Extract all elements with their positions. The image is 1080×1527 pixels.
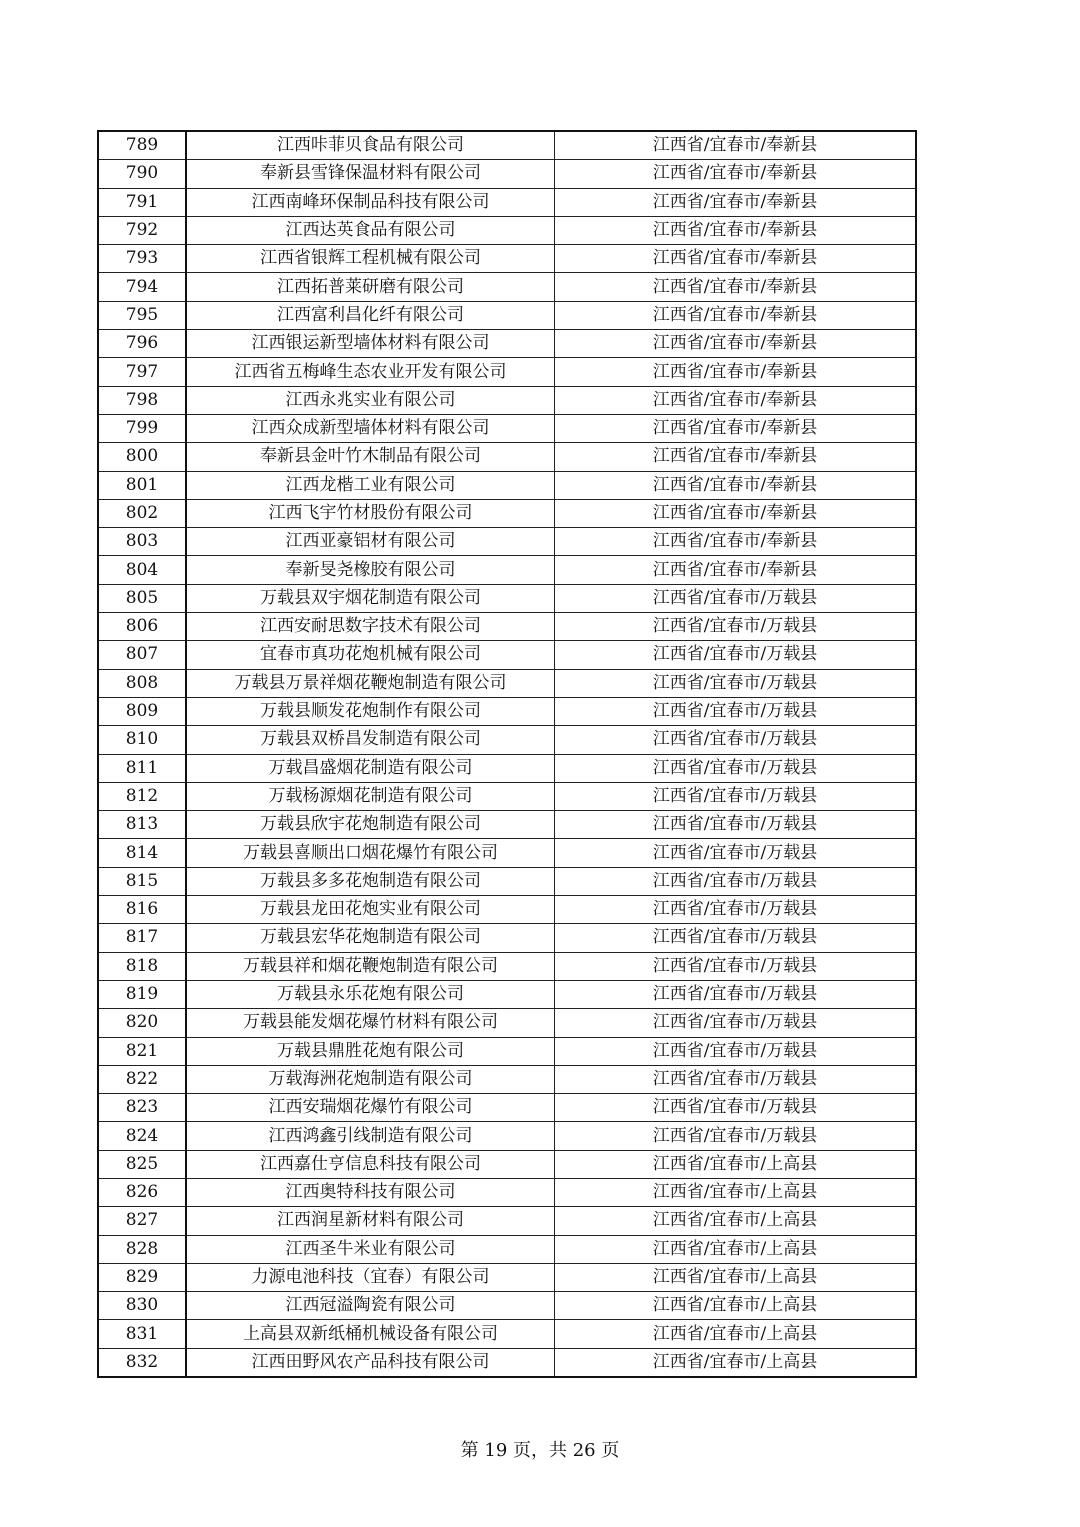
row-number: 827 [98, 1207, 186, 1235]
row-number: 802 [98, 499, 186, 527]
company-name: 万载昌盛烟花制造有限公司 [186, 754, 555, 782]
row-number: 822 [98, 1065, 186, 1093]
region: 江西省/宜春市/万载县 [555, 980, 917, 1008]
region: 江西省/宜春市/上高县 [555, 1348, 917, 1377]
row-number: 811 [98, 754, 186, 782]
company-name: 万载县永乐花炮有限公司 [186, 980, 555, 1008]
company-name: 江西省银辉工程机械有限公司 [186, 245, 555, 273]
region: 江西省/宜春市/奉新县 [555, 188, 917, 216]
row-number: 807 [98, 641, 186, 669]
row-number: 816 [98, 896, 186, 924]
region: 江西省/宜春市/奉新县 [555, 330, 917, 358]
company-name: 江西咔菲贝食品有限公司 [186, 131, 555, 160]
row-number: 815 [98, 867, 186, 895]
table-row [98, 499, 916, 527]
region: 江西省/宜春市/万载县 [555, 867, 917, 895]
company-name: 江西圣牛米业有限公司 [186, 1235, 555, 1263]
region: 江西省/宜春市/万载县 [555, 839, 917, 867]
region: 江西省/宜春市/上高县 [555, 1292, 917, 1320]
row-number: 820 [98, 1009, 186, 1037]
table-row [98, 1292, 916, 1320]
table-row [98, 1094, 916, 1122]
table-row [98, 1178, 916, 1206]
row-number: 793 [98, 245, 186, 273]
row-number: 826 [98, 1178, 186, 1206]
row-number: 799 [98, 414, 186, 442]
company-name: 万载县顺发花炮制作有限公司 [186, 697, 555, 725]
table-row [98, 330, 916, 358]
region: 江西省/宜春市/奉新县 [555, 443, 917, 471]
table-row [98, 414, 916, 442]
table-row [98, 924, 916, 952]
row-number: 801 [98, 471, 186, 499]
row-number: 790 [98, 160, 186, 188]
row-number: 821 [98, 1037, 186, 1065]
region: 江西省/宜春市/奉新县 [555, 131, 917, 160]
region: 江西省/宜春市/万载县 [555, 584, 917, 612]
row-number: 831 [98, 1320, 186, 1348]
region: 江西省/宜春市/万载县 [555, 613, 917, 641]
region: 江西省/宜春市/奉新县 [555, 358, 917, 386]
company-name: 江西安瑞烟花爆竹有限公司 [186, 1094, 555, 1122]
region: 江西省/宜春市/万载县 [555, 811, 917, 839]
row-number: 800 [98, 443, 186, 471]
company-table-body [98, 131, 916, 1377]
company-name: 江西嘉仕亨信息科技有限公司 [186, 1150, 555, 1178]
company-name: 万载县双桥昌发制造有限公司 [186, 726, 555, 754]
table-row [98, 358, 916, 386]
company-table [97, 130, 917, 1378]
table-row [98, 754, 916, 782]
row-number: 809 [98, 697, 186, 725]
row-number: 805 [98, 584, 186, 612]
company-name: 万载县龙田花炮实业有限公司 [186, 896, 555, 924]
region: 江西省/宜春市/万载县 [555, 697, 917, 725]
table-row [98, 556, 916, 584]
row-number: 813 [98, 811, 186, 839]
company-name: 万载县喜顺出口烟花爆竹有限公司 [186, 839, 555, 867]
region: 江西省/宜春市/万载县 [555, 1009, 917, 1037]
region: 江西省/宜春市/奉新县 [555, 528, 917, 556]
region: 江西省/宜春市/万载县 [555, 754, 917, 782]
row-number: 808 [98, 669, 186, 697]
region: 江西省/宜春市/万载县 [555, 669, 917, 697]
table-row [98, 301, 916, 329]
company-name: 江西奥特科技有限公司 [186, 1178, 555, 1206]
table-row [98, 216, 916, 244]
row-number: 828 [98, 1235, 186, 1263]
region: 江西省/宜春市/奉新县 [555, 471, 917, 499]
company-name: 力源电池科技（宜春）有限公司 [186, 1263, 555, 1291]
page-footer: 第 19 页，共 26 页 [460, 1440, 620, 1461]
region: 江西省/宜春市/奉新县 [555, 386, 917, 414]
table-row [98, 584, 916, 612]
company-name: 万载县能发烟花爆竹材料有限公司 [186, 1009, 555, 1037]
row-number: 823 [98, 1094, 186, 1122]
company-name: 万载县多多花炮制造有限公司 [186, 867, 555, 895]
row-number: 817 [98, 924, 186, 952]
company-name: 江西鸿鑫引线制造有限公司 [186, 1122, 555, 1150]
company-name: 江西亚豪铝材有限公司 [186, 528, 555, 556]
company-name: 万载县双宇烟花制造有限公司 [186, 584, 555, 612]
company-name: 江西达英食品有限公司 [186, 216, 555, 244]
table-row [98, 1037, 916, 1065]
region: 江西省/宜春市/万载县 [555, 1037, 917, 1065]
company-name: 江西飞宇竹材股份有限公司 [186, 499, 555, 527]
row-number: 810 [98, 726, 186, 754]
company-name: 万载县祥和烟花鞭炮制造有限公司 [186, 952, 555, 980]
table-row [98, 443, 916, 471]
row-number: 797 [98, 358, 186, 386]
table-row [98, 697, 916, 725]
region: 江西省/宜春市/万载县 [555, 952, 917, 980]
company-name: 万载县欣宇花炮制造有限公司 [186, 811, 555, 839]
region: 江西省/宜春市/万载县 [555, 1065, 917, 1093]
region: 江西省/宜春市/奉新县 [555, 160, 917, 188]
region: 江西省/宜春市/万载县 [555, 896, 917, 924]
table-row [98, 386, 916, 414]
table-row [98, 782, 916, 810]
table-row [98, 980, 916, 1008]
table-row [98, 669, 916, 697]
table-row [98, 1263, 916, 1291]
company-name: 江西田野风农产品科技有限公司 [186, 1348, 555, 1377]
table-row [98, 896, 916, 924]
table-row [98, 1150, 916, 1178]
company-name: 江西富利昌化纤有限公司 [186, 301, 555, 329]
table-row [98, 641, 916, 669]
table-row [98, 1009, 916, 1037]
row-number: 819 [98, 980, 186, 1008]
region: 江西省/宜春市/奉新县 [555, 216, 917, 244]
region: 江西省/宜春市/奉新县 [555, 414, 917, 442]
table-row [98, 1348, 916, 1377]
company-name: 奉新旻尧橡胶有限公司 [186, 556, 555, 584]
row-number: 829 [98, 1263, 186, 1291]
table-row [98, 1320, 916, 1348]
region: 江西省/宜春市/上高县 [555, 1178, 917, 1206]
table-row [98, 1207, 916, 1235]
row-number: 818 [98, 952, 186, 980]
company-name: 万载县宏华花炮制造有限公司 [186, 924, 555, 952]
company-name: 万载县万景祥烟花鞭炮制造有限公司 [186, 669, 555, 697]
row-number: 825 [98, 1150, 186, 1178]
company-name: 江西省五梅峰生态农业开发有限公司 [186, 358, 555, 386]
region: 江西省/宜春市/万载县 [555, 1122, 917, 1150]
table-row [98, 1065, 916, 1093]
row-number: 830 [98, 1292, 186, 1320]
company-name: 奉新县金叶竹木制品有限公司 [186, 443, 555, 471]
company-name: 万载杨源烟花制造有限公司 [186, 782, 555, 810]
company-name: 江西冠溢陶瓷有限公司 [186, 1292, 555, 1320]
company-name: 江西南峰环保制品科技有限公司 [186, 188, 555, 216]
region: 江西省/宜春市/奉新县 [555, 273, 917, 301]
table-row [98, 867, 916, 895]
region: 江西省/宜春市/万载县 [555, 1094, 917, 1122]
row-number: 814 [98, 839, 186, 867]
region: 江西省/宜春市/奉新县 [555, 556, 917, 584]
company-name: 江西安耐思数字技术有限公司 [186, 613, 555, 641]
table-row [98, 613, 916, 641]
row-number: 789 [98, 131, 186, 160]
company-name: 江西众成新型墙体材料有限公司 [186, 414, 555, 442]
company-name: 江西润星新材料有限公司 [186, 1207, 555, 1235]
row-number: 824 [98, 1122, 186, 1150]
row-number: 803 [98, 528, 186, 556]
region: 江西省/宜春市/万载县 [555, 782, 917, 810]
table-row [98, 160, 916, 188]
table-row [98, 1122, 916, 1150]
table-row [98, 726, 916, 754]
row-number: 806 [98, 613, 186, 641]
table-row [98, 471, 916, 499]
row-number: 804 [98, 556, 186, 584]
table-row [98, 839, 916, 867]
row-number: 791 [98, 188, 186, 216]
region: 江西省/宜春市/万载县 [555, 924, 917, 952]
region: 江西省/宜春市/上高县 [555, 1320, 917, 1348]
company-name: 万载县鼎胜花炮有限公司 [186, 1037, 555, 1065]
region: 江西省/宜春市/万载县 [555, 641, 917, 669]
table-row [98, 245, 916, 273]
row-number: 795 [98, 301, 186, 329]
company-name: 上高县双新纸桶机械设备有限公司 [186, 1320, 555, 1348]
row-number: 796 [98, 330, 186, 358]
table-row [98, 528, 916, 556]
region: 江西省/宜春市/上高县 [555, 1263, 917, 1291]
region: 江西省/宜春市/上高县 [555, 1235, 917, 1263]
region: 江西省/宜春市/上高县 [555, 1207, 917, 1235]
company-name: 宜春市真功花炮机械有限公司 [186, 641, 555, 669]
region: 江西省/宜春市/奉新县 [555, 301, 917, 329]
table-row [98, 273, 916, 301]
company-name: 万载海洲花炮制造有限公司 [186, 1065, 555, 1093]
row-number: 832 [98, 1348, 186, 1377]
row-number: 812 [98, 782, 186, 810]
company-name: 江西永兆实业有限公司 [186, 386, 555, 414]
region: 江西省/宜春市/上高县 [555, 1150, 917, 1178]
row-number: 792 [98, 216, 186, 244]
region: 江西省/宜春市/奉新县 [555, 499, 917, 527]
region: 江西省/宜春市/万载县 [555, 726, 917, 754]
table-row [98, 131, 916, 160]
region: 江西省/宜春市/奉新县 [555, 245, 917, 273]
table-row [98, 811, 916, 839]
company-name: 奉新县雪锋保温材料有限公司 [186, 160, 555, 188]
table-row [98, 188, 916, 216]
company-name: 江西龙楷工业有限公司 [186, 471, 555, 499]
company-name: 江西银运新型墙体材料有限公司 [186, 330, 555, 358]
table-row [98, 1235, 916, 1263]
row-number: 794 [98, 273, 186, 301]
table-row [98, 952, 916, 980]
row-number: 798 [98, 386, 186, 414]
company-name: 江西拓普莱研磨有限公司 [186, 273, 555, 301]
